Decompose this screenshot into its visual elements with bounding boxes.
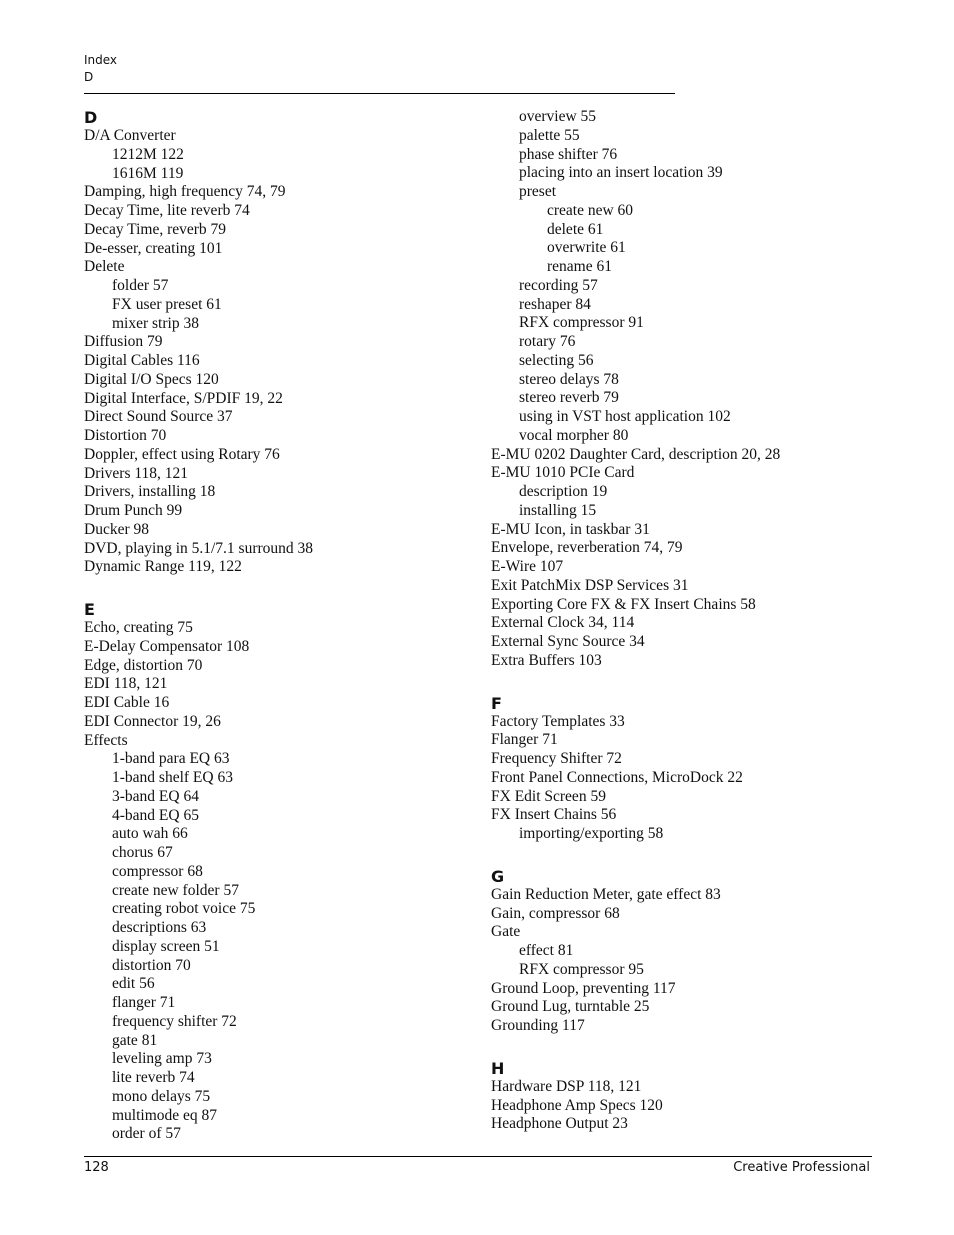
index-entry: Doppler, effect using Rotary 76	[84, 445, 280, 463]
index-entry: Edge, distortion 70	[84, 656, 203, 674]
index-entry: Headphone Output 23	[491, 1115, 628, 1133]
index-subentry: auto wah 66	[112, 825, 188, 843]
index-subentry: compressor 68	[112, 862, 203, 880]
index-entry: E-Wire 107	[491, 558, 564, 575]
index-subentry: preset	[519, 183, 557, 200]
index-subentry: RFX compressor 91	[519, 314, 644, 332]
index-entry: Ducker 98	[84, 520, 149, 538]
index-subentry: phase shifter 76	[519, 145, 618, 163]
index-entry: De-esser, creating 101	[84, 239, 223, 257]
index-entry: Drum Punch 99	[84, 502, 183, 519]
index-subentry: vocal morpher 80	[519, 426, 629, 444]
index-entry: D/A Converter	[84, 127, 176, 144]
index-subentry: rotary 76	[519, 333, 576, 350]
index-subentry: creating robot voice 75	[112, 900, 256, 918]
index-subentry: placing into an insert location 39	[519, 164, 723, 182]
index-column-left	[84, 108, 474, 1144]
index-subentry: gate 81	[112, 1031, 158, 1049]
index-subentry: multimode eq 87	[112, 1106, 218, 1124]
index-entry: DVD, playing in 5.1/7.1 surround 38	[84, 539, 314, 557]
index-entry: Grounding 117	[491, 1017, 585, 1034]
index-entry: E-MU 1010 PCIe Card	[491, 464, 635, 482]
index-entry: Envelope, reverberation 74, 79	[491, 539, 683, 557]
index-subentry: recording 57	[519, 276, 598, 294]
index-subentry: 1-band shelf EQ 63	[112, 769, 233, 786]
index-entry: Front Panel Connections, MicroDock 22	[491, 768, 743, 786]
index-entry: Effects	[84, 731, 128, 749]
index-subentry: using in VST host application 102	[519, 408, 731, 425]
index-subentry: delete 61	[547, 220, 604, 238]
section-gap	[491, 1036, 881, 1059]
index-subentry: folder 57	[112, 277, 169, 294]
index-entry: FX Edit Screen 59	[491, 787, 606, 805]
index-subentry: rename 61	[547, 258, 612, 275]
index-entry: EDI Connector 19, 26	[84, 712, 221, 730]
section-gap	[491, 671, 881, 694]
index-entry: Gate	[491, 923, 521, 941]
index-entry: Decay Time, reverb 79	[84, 220, 227, 238]
section-gap	[491, 844, 881, 867]
index-entry: E-Delay Compensator 108	[84, 637, 250, 655]
index-subentry: RFX compressor 95	[519, 960, 644, 978]
index-entry: E-MU Icon, in taskbar 31	[491, 520, 650, 538]
index-entry: Drivers, installing 18	[84, 483, 216, 501]
index-entry: Extra Buffers 103	[491, 651, 602, 669]
section-letter-heading: E	[84, 600, 95, 619]
index-entry: Direct Sound Source 37	[84, 408, 233, 426]
section-letter-heading: G	[491, 866, 505, 886]
index-subentry: frequency shifter 72	[112, 1012, 237, 1030]
index-subentry: reshaper 84	[519, 295, 591, 313]
footer-rule	[84, 1156, 872, 1157]
index-subentry: flanger 71	[112, 994, 176, 1011]
index-subentry: edit 56	[112, 975, 155, 993]
index-subentry: lite reverb 74	[112, 1069, 195, 1086]
footer-publisher: Creative Professional	[733, 1160, 870, 1175]
index-entry: Echo, creating 75	[84, 619, 193, 636]
index-subentry: distortion 70	[112, 956, 191, 974]
index-entry: Drivers 118, 121	[84, 464, 189, 482]
index-subentry: leveling amp 73	[112, 1050, 212, 1068]
index-column-right	[491, 108, 881, 1134]
section-letter-heading: D	[84, 108, 98, 127]
index-subentry: chorus 67	[112, 844, 173, 861]
index-entry: Distortion 70	[84, 427, 167, 444]
index-subentry: create new 60	[547, 201, 634, 219]
index-entry: E-MU 0202 Daughter Card, description 20, 28	[491, 445, 781, 463]
index-entry: External Clock 34, 114	[491, 614, 635, 632]
index-subentry: stereo delays 78	[519, 370, 619, 388]
index-entry: Decay Time, lite reverb 74	[84, 202, 250, 219]
running-header-title: Index	[84, 53, 118, 67]
index-subentry: overview 55	[519, 108, 597, 125]
index-entry: EDI 118, 121	[84, 675, 168, 693]
index-entry: Digital I/O Specs 120	[84, 370, 219, 388]
index-entry: Frequency Shifter 72	[491, 750, 622, 767]
index-subentry: 1616M 119	[112, 164, 184, 182]
index-entry: Ground Lug, turntable 25	[491, 998, 650, 1016]
running-header-letter: D	[84, 70, 94, 84]
index-entry: FX Insert Chains 56	[491, 806, 617, 824]
index-subentry: stereo reverb 79	[519, 389, 619, 407]
index-subentry: 3-band EQ 64	[112, 787, 199, 805]
index-subentry: FX user preset 61	[112, 295, 222, 313]
index-subentry: overwrite 61	[547, 239, 626, 257]
index-entry: Exporting Core FX & FX Insert Chains 58	[491, 595, 756, 613]
index-entry: EDI Cable 16	[84, 694, 170, 711]
index-entry: Diffusion 79	[84, 333, 163, 351]
index-entry: Ground Loop, preventing 117	[491, 979, 676, 997]
index-subentry: importing/exporting 58	[519, 825, 664, 842]
index-entry: Gain Reduction Meter, gate effect 83	[491, 885, 721, 903]
index-subentry: effect 81	[519, 942, 574, 959]
section-letter-heading: F	[491, 693, 502, 713]
index-subentry: 1212M 122	[112, 145, 184, 163]
index-entry: Headphone Amp Specs 120	[491, 1096, 663, 1114]
index-entry: Digital Interface, S/PDIF 19, 22	[84, 389, 283, 407]
index-entry: Exit PatchMix DSP Services 31	[491, 576, 689, 594]
index-subentry: create new folder 57	[112, 881, 239, 899]
index-entry: Factory Templates 33	[491, 712, 625, 730]
section-letter-heading: H	[491, 1058, 505, 1078]
index-entry: External Sync Source 34	[491, 633, 645, 650]
header-rule	[84, 93, 675, 94]
index-subentry: installing 15	[519, 501, 597, 519]
index-entry: Dynamic Range 119, 122	[84, 558, 242, 576]
index-subentry: mono delays 75	[112, 1087, 211, 1105]
index-subentry: palette 55	[519, 126, 580, 144]
index-subentry: 4-band EQ 65	[112, 806, 199, 824]
index-entry: Digital Cables 116	[84, 352, 200, 369]
index-subentry: display screen 51	[112, 937, 220, 955]
index-subentry: order of 57	[112, 1125, 181, 1143]
index-entry: Damping, high frequency 74, 79	[84, 183, 286, 201]
index-entry: Flanger 71	[491, 731, 558, 749]
index-subentry: description 19	[519, 483, 608, 500]
index-entry: Gain, compressor 68	[491, 904, 620, 922]
index-entry: Delete	[84, 258, 125, 276]
page-number: 128	[84, 1160, 109, 1175]
index-entry: Hardware DSP 118, 121	[491, 1077, 642, 1095]
index-subentry: descriptions 63	[112, 919, 207, 936]
section-gap	[84, 577, 474, 600]
index-subentry: selecting 56	[519, 351, 594, 369]
index-subentry: mixer strip 38	[112, 314, 199, 332]
index-subentry: 1-band para EQ 63	[112, 750, 230, 768]
